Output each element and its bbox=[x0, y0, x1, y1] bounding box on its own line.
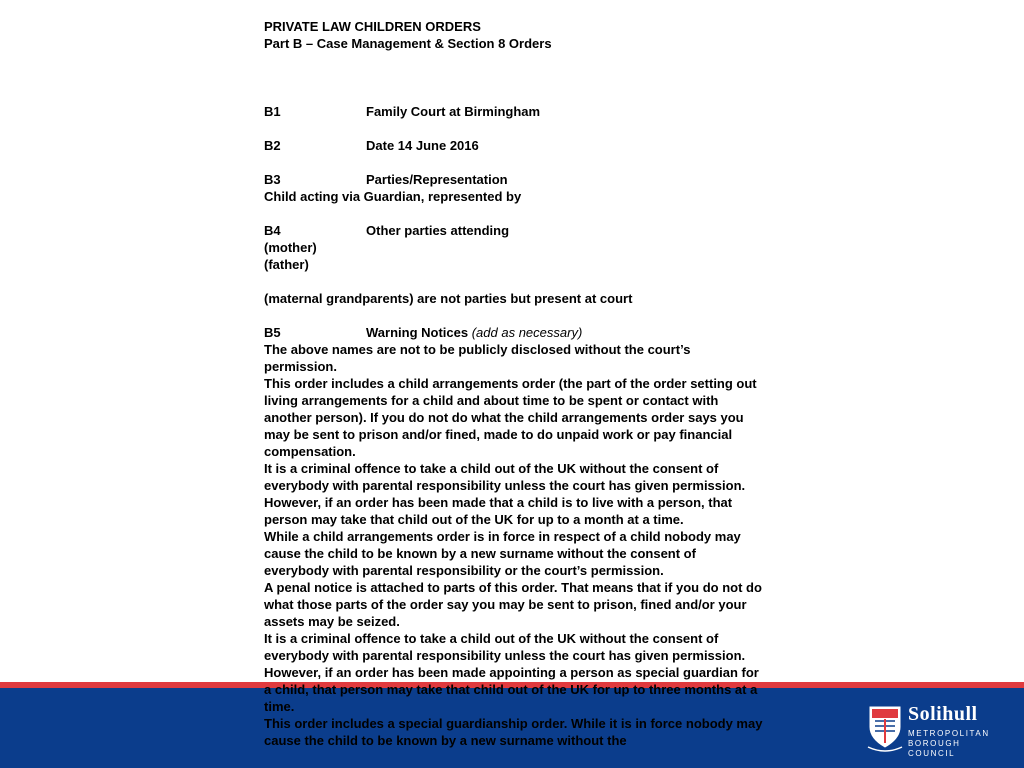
council-name: Solihull bbox=[908, 703, 978, 725]
section-b3 bbox=[264, 171, 764, 188]
warning-paragraph: It is a criminal offence to take a child out of the UK without the consent of everybody with parental responsibility unless the court has given permission. However, if an order has been made appointing a person as special guardian for a child, that person may take that child out of the UK for up to three months at a time. bbox=[264, 631, 759, 714]
section-heading: Date 14 June 2016 bbox=[366, 138, 479, 153]
section-heading-note: (add as necessary) bbox=[471, 325, 583, 340]
warning-paragraph: It is a criminal offence to take a child out of the UK without the consent of everybody with parental responsibility unless the court has given permission. However, if an order has been made that a child is to live with a person, that person may take that child out of the UK for up to a month at a time. bbox=[264, 461, 746, 527]
council-crest-icon bbox=[866, 703, 904, 753]
warning-paragraph: The above names are not to be publicly disclosed without the court’s permission. bbox=[264, 342, 691, 374]
party-line-father: (father) bbox=[264, 257, 309, 272]
section-heading: Other parties attending bbox=[366, 223, 510, 238]
document-title: PRIVATE LAW CHILDREN ORDERS bbox=[264, 19, 481, 34]
warning-paragraph: This order includes a child arrangements order (the part of the order setting out living arrangements for a child and about time to be spent or contact with another person). If you do not do what the child arrangements order says you may be sent to prison and/or fined, made to do unpaid work or pay financial compensation. bbox=[264, 376, 757, 459]
representation-line: Child acting via Guardian, represented by bbox=[264, 189, 522, 204]
council-subtitle-1: METROPOLITAN bbox=[908, 729, 990, 738]
document-subtitle: Part B – Case Management & Section 8 Orders bbox=[264, 36, 552, 51]
section-b4 bbox=[264, 222, 764, 239]
warning-paragraph: This order includes a special guardianship order. While it is in force nobody may cause the child to be known by a new surname without the bbox=[264, 716, 763, 748]
section-heading: Parties/Representation bbox=[366, 172, 508, 187]
section-b2 bbox=[264, 137, 764, 154]
council-logo bbox=[866, 703, 996, 758]
section-code: B2 bbox=[264, 138, 281, 153]
attendance-note: (maternal grandparents) are not parties but present at court bbox=[264, 291, 633, 306]
section-code: B4 bbox=[264, 223, 281, 238]
section-heading: Family Court at Birmingham bbox=[366, 104, 541, 119]
section-code: B1 bbox=[264, 104, 281, 119]
section-heading-text: Warning Notices bbox=[366, 325, 469, 340]
section-code: B3 bbox=[264, 172, 281, 187]
warning-paragraph: A penal notice is attached to parts of this order. That means that if you do not do what those parts of the order say you may be sent to prison, fined and/or your assets may be seized. bbox=[264, 580, 762, 629]
document-body bbox=[264, 18, 764, 749]
party-line-mother: (mother) bbox=[264, 240, 317, 255]
section-b1 bbox=[264, 103, 764, 120]
section-code: B5 bbox=[264, 325, 281, 340]
section-heading bbox=[366, 324, 582, 341]
council-subtitle-2: BOROUGH COUNCIL bbox=[908, 739, 961, 758]
warning-paragraph: While a child arrangements order is in force in respect of a child nobody may cause the child to be known by a new surname without the consent of everybody with parental responsibility or the court’s permission. bbox=[264, 529, 741, 578]
section-b5 bbox=[264, 324, 764, 341]
